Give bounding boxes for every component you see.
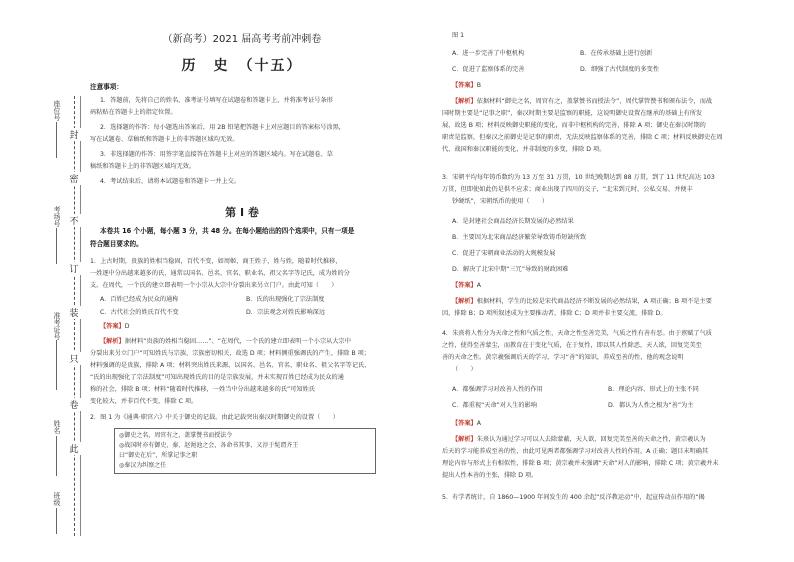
figure-label: 图 1 [452, 32, 465, 39]
question-3-text: 钞硬纸”，宋朝纸币的使用（ ） [452, 198, 549, 205]
exam-room-line [56, 228, 57, 264]
explanation-line: 变化较大，并非百代不变，排除 C 项。 [90, 398, 198, 405]
binding-margin [0, 0, 86, 562]
ticket-number-line [56, 340, 57, 390]
explanation-line: 展，故选 B 项；材料反映御史职能的变化，而非中枢机构的完善，排除 A 项；御史在秦汉时期的 [442, 122, 706, 129]
q1-option-c: C．古代社会的姓氏百代不变 [100, 309, 179, 316]
q2-option-c: C．促进了监察体系的完善 [452, 66, 525, 73]
name-line [56, 436, 57, 476]
question-1-text: 支。在周代，一个氏的建立即表明一个小宗从大宗中分裂出来另立门户。由此可知（ ） [90, 282, 338, 289]
seal-char: 密 [64, 172, 84, 185]
seat-number-line [56, 122, 57, 158]
q3-explanation: 【解析】根据材料，学生的比较是宋代商品经济不断发展的必然结果，A 项正确；B 项不是主要 [452, 298, 712, 305]
q1-option-a: A．百姓已经成为民众的通称 [100, 296, 179, 303]
q2-option-b: B．在传承基础上进行创新 [580, 50, 653, 57]
q4-option-b: B．理论内容、形式上的主张不同 [608, 386, 699, 393]
note-line: 写在试题卷、草稿纸和答题卡上的非答题区域均无效。 [90, 136, 239, 143]
answer-tag: 【答案】 [100, 323, 125, 330]
q3-answer [452, 280, 481, 291]
explanation-tag: 【解析】 [452, 436, 477, 443]
note-line: 1．答题前，先将自己的姓名、准考证号填写在试题卷和答题卡上，并将准考证号条形 [100, 97, 333, 104]
ticket-number-label: 准考证号 [53, 312, 61, 340]
explanation-tag: 【解析】 [452, 298, 477, 305]
subject-title: 历 史 （十五） [181, 58, 303, 74]
q4-option-a: A．都强调学习对改善人性的作用 [452, 386, 543, 393]
explanation-line: 后天的学习能养成至善的性，由此可见两者都强调学习对改善人性的作用，A 正确；题目未明确其 [442, 448, 709, 455]
note-line: 2．选择题的作答：每小题选出答案后，用 2B 铅笔把答题卡上对应题目的答案标号涂黑， [100, 124, 345, 131]
answer-value: A [476, 282, 481, 289]
q4-option-d: D．都认为人性之根为“善”为主 [608, 402, 694, 409]
explanation-line: 提出人性本善的主张，排除 D 项。 [442, 472, 538, 479]
answer-value: D [124, 323, 130, 330]
question-4-text: 之性，使得至善蒙尘，而教育在于变化气质，在于复性，即以其人性除恶，天人欲，回复完美至 [442, 342, 702, 349]
section-heading: 第 I 卷 [225, 206, 259, 219]
exam-room-label: 考场号 [53, 206, 61, 227]
explanation-line: 理论内容与形式上有相似性，排除 B 项；黄宗羲并未强调“天命”对人的影响，排除 C 项；黄宗羲并未 [442, 460, 719, 467]
explanation-tag: 【解析】 [452, 98, 477, 105]
question-1-text: 一姓逐中分出越来越多的氏，通常以国名、邑名、官名、职业名、祖父名字等记氏，成为姓的分 [90, 270, 350, 277]
q3-option-c: C．促进了宋朝商业活动的大规模发展 [452, 250, 556, 257]
q1-answer [100, 321, 130, 332]
section-intro: 本卷共 16 个小题，每小题 3 分，共 48 分。在每小题给出的四个选项中，只有一项是 [100, 227, 355, 235]
name-label: 姓名 [53, 420, 61, 434]
q1-option-d: D．宗法观念对姓氏影响深远 [246, 309, 326, 316]
note-line: 码粘贴在答题卡上的指定位置。 [90, 109, 177, 116]
explanation-line: 分裂出来另立门户”可知姓氏与宗族、宗族密切相关，故选 D 项；材料侧重强调氏的产生，排除 B 项； [90, 350, 370, 357]
explanation-line: 国时期主要是“记事之职”，秦汉时期主要是监察的职能，这说明御史设置在继承的基础上有所发 [442, 110, 703, 117]
figure-1-table [114, 428, 376, 474]
seal-char: 装 [64, 306, 84, 319]
q3-option-a: A．是封建社会商品经济长期发展的必然结果 [452, 218, 574, 225]
q2-option-a: A．进一步完善了中枢机构 [452, 50, 525, 57]
question-3-text: 3．宋朝平均每年铸币数约为 13 万至 31 万贯，10 世纪晚期达到 88 万贯，到了 11 世纪高达 103 [442, 174, 715, 181]
q3-option-b: B．主要因为北宋商品经济繁荣导致铸币短缺所致 [452, 234, 587, 241]
explanation-line: 材料强调的是贵族，排除 A 项；材料突出姓氏来源，以国名、邑名、官名、职业名、祖父名字等记氏， [90, 362, 371, 369]
exam-title: （新高考）2021 届高考考前冲刺卷 [162, 34, 322, 45]
explanation-line: 称的社会，排除 B 项；材料“随着时代推移，一姓当中分出越来越多的氏”可知姓氏 [90, 386, 315, 393]
answer-tag: 【答案】 [452, 82, 477, 89]
seal-char: 此 [64, 442, 84, 455]
class-line [56, 508, 57, 534]
q3-option-d: D．解决了北宋中期“三冗”导致的财政困难 [452, 266, 569, 273]
question-3-text: 万贯，但即使如此仍是供不应求；商业出现了四川的交子，“北宋到元时，公私交易，并便丰 [442, 186, 693, 193]
answer-value: B [476, 82, 481, 89]
question-1-text: 1．上古时期，贵族的姓相当稳固，百代不变，如周姬，商王姓子，姓与姓，随着时代推移， [90, 258, 342, 265]
q4-answer [452, 418, 481, 429]
table-row: ◎御史之名，周官有之，盖掌赞书而授法令 [119, 432, 233, 439]
note-line: 4．考试结束后，请将本试题卷和答题卡一并上交。 [100, 178, 241, 185]
seal-char: 只 [64, 352, 84, 365]
q1-explanation: 【解析】据材料“贵族的姓相当稳固……”、“在周代，一个氏的建立即表明一个小宗从大宗中 [100, 338, 351, 345]
section-intro: 符合题目要求的。 [90, 240, 143, 248]
q2-explanation: 【解析】依据材料“御史之名，周官有之，盖掌赞书而授法令”，周代掌管赞书和颁布法令，而战 [452, 98, 713, 105]
q2-answer [452, 80, 481, 91]
table-row: ◎战国时亦有御史，秦、赵渑池之会，各命书其事，又淳于髡谓齐王 [119, 442, 299, 449]
notes-heading: 注意事项： [90, 83, 123, 91]
question-2-text: 2．图 1 为《通典·职官六》中关于御史的记载。由此记载突出秦汉时期御史的设置（ ） [90, 414, 339, 421]
seal-char: 不 [64, 214, 84, 227]
seal-char: 订 [64, 262, 84, 275]
seal-char: 封 [64, 128, 84, 141]
question-4-text: （ ） [452, 366, 477, 373]
q4-explanation: 【解析】朱熹认为通过学习可以人去除蒙蔽，天人欲，回复完美至善的天命之性，黄宗羲认为 [452, 436, 706, 443]
class-label: 班级 [53, 492, 61, 506]
seat-number-label: 座位号 [53, 100, 61, 121]
answer-tag: 【答案】 [452, 282, 477, 289]
note-line: 3．非选择题的作答：用签字笔直接答在答题卡上对应的答题区域内。写在试题卷、草 [100, 151, 333, 158]
explanation-line: 因，排除 B；D 项所叙述成为主要推动者，排除 C；D 项并非主要交流，排除 D。 [442, 310, 667, 317]
note-line: 稿纸和答题卡上的非答题区域均无效。 [90, 163, 196, 170]
q4-option-c: C．都重视“天命”对人生的影响 [452, 402, 537, 409]
answer-value: A [476, 420, 481, 427]
explanation-tag: 【解析】 [100, 338, 125, 345]
table-row: ◎秦汉为纠察之任 [119, 462, 167, 469]
seal-char: 卷 [64, 398, 84, 411]
q1-option-b: B．氏的出现强化了宗法制度 [246, 296, 325, 303]
explanation-line: 代、战国和秦汉职能的变化，并非制度的多变，排除 D 项。 [442, 146, 606, 153]
explanation-line: 职责是监察，但秦汉之前御史是记事的职责，无法反映监察体系的完善，排除 C 项；材料反映御史在周 [442, 134, 723, 141]
q2-option-d: D．细强了古代制度的多变性 [580, 66, 660, 73]
explanation-line: “氏的出现强化了宗法制度”可知出现姓氏的目的是宗族发展，并未实现百姓已经成为民众的通 [90, 374, 344, 381]
question-5-text: 5．有学者统计，自 1860—1900 年间发生的 400 余起“反洋教运动”中，起宣传动员作用的“揭 [442, 494, 705, 501]
table-row: 曰“御史在后”，所掌记事之职 [119, 452, 198, 459]
question-4-text: 善的天命之性。黄宗羲强调后天的学习，学习“善”的知识，养成至善的性，他的观念说明 [442, 354, 684, 361]
answer-tag: 【答案】 [452, 420, 477, 427]
question-4-text: 4．朱熹将人性分为天命之性和气质之性，天命之性至善完美，气质之性有善有恶。由于禀赋了气质 [442, 330, 712, 337]
